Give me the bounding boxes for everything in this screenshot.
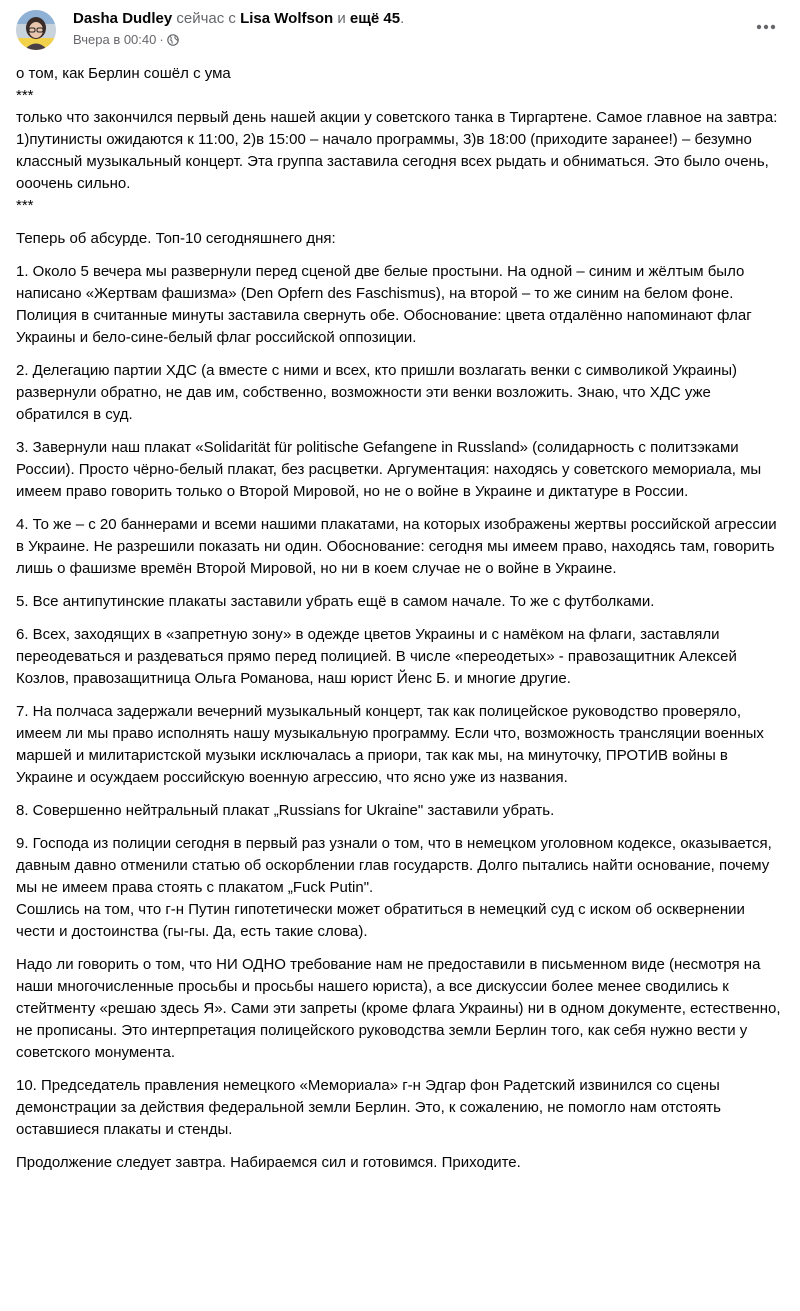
more-horizontal-icon <box>756 24 776 30</box>
post-paragraph: Сошлись на том, что г-н Путин гипотетически может обратиться в немецкий суд с иском об осквернении чести и достоинства (гы-гы. Да, есть такие слова). <box>16 901 745 940</box>
post-paragraph: 6. Всех, заходящих в «запретную зону» в одежде цветов Украины и с намёком на флаги, заставляли переодеваться и раздеваться прямо перед полицией. В числе «переодетых» - правозащитник Алексей Козлов, правозащитница Ольга Романова, наш юрист Йенс Б. и многие другие. <box>16 626 737 687</box>
meta-separator: · <box>159 32 164 47</box>
post-paragraph: 7. На полчаса задержали вечерний музыкальный концерт, так как полицейское руководство проверяло, имеем ли мы право исполнять нашу музыкальную программу. Если что, возможность трансляции военных маршей и милитаристской музыки исключалась а приори, так как мы, на минуточку, ПРОТИВ войны в Украине и осуждаем российскую военную агрессию, что ясно уже из названия. <box>16 703 764 786</box>
post-header <box>16 8 784 56</box>
and-text: и <box>337 10 346 27</box>
post-paragraph: Продолжение следует завтра. Набираемся сил и готовимся. Приходите. <box>16 1154 521 1171</box>
trailing-dot: . <box>400 10 405 27</box>
author-avatar[interactable] <box>16 10 56 50</box>
post-meta <box>73 32 179 50</box>
post-timestamp[interactable]: Вчера в 00:40 <box>73 32 157 47</box>
globe-icon <box>167 34 179 50</box>
post-paragraph: 5. Все антипутинские плакаты заставили убрать ещё в самом начале. То же с футболками. <box>16 593 655 610</box>
author-name[interactable]: Dasha Dudley <box>73 10 173 27</box>
post-paragraph: 9. Господа из полиции сегодня в первый раз узнали о том, что в немецком уголовном кодексе, оказывается, давным давно отменили статью об оскорблении глав государств. Долго пытались найти основание, почему мы не имеем права стоять с плакатом „Fuck Putin". <box>16 835 772 896</box>
tagged-person[interactable]: Lisa Wolfson <box>240 10 334 27</box>
with-prefix: сейчас с <box>176 10 236 27</box>
post-paragraph: *** <box>16 197 34 214</box>
more-options-button[interactable] <box>748 12 784 42</box>
tagged-others-link[interactable]: ещё 45 <box>349 10 401 27</box>
post-body <box>16 63 786 1174</box>
post-paragraph: 2. Делегацию партии ХДС (а вместе с ними и всех, кто пришли возлагать венки с символикой Украины) развернули обратно, не дав им, собственно, возможности эти венки возложить. Знаю, что ХДС уже обратился в суд. <box>16 362 738 423</box>
post-paragraph: 1. Около 5 вечера мы развернули перед сценой две белые простыни. На одной – синим и жёлтым было написано «Жертвам фашизма» (Den Opfern des Faschismus), на второй – то же синим на белом фоне. Полиция в считанные минуты заставила свернуть обе. Обоснование: цвета отдалённо напоминают флаг Украины и бело-сине-белый флаг российской оппозиции. <box>16 263 752 346</box>
post-paragraph: только что закончился первый день нашей акции у советского танка в Тиргартене. Самое главное на завтра: 1)путинисты ожидаются к 11:00, 2)в 15:00 – начало программы, 3)в 18:00 (приходите заранее!) – безумно классный музыкальный концерт. Эта группа заставила сегодня всех рыдать и обниматься. Это было очень, ооочень сильно. <box>16 109 778 192</box>
post-paragraph: 3. Завернули наш плакат «Solidarität für politische Gefangene in Russland» (солидарность с политзэками России). Просто чёрно-белый плакат, без расцветки. Аргументация: находясь у советского мемориала, мы имеем право говорить только о Второй Мировой, но не о войне в Украине и диктатуре в России. <box>16 439 762 500</box>
post-paragraph: 10. Председатель правления немецкого «Мемориала» г-н Эдгар фон Радетский извинился со сцены демонстрации за действия федеральной земли Берлин. Это, к сожалению, не помогло нам отстоять оставшиеся плакаты и стенды. <box>16 1077 721 1138</box>
post-paragraph: 4. То же – с 20 баннерами и всеми нашими плакатами, на которых изображены жертвы российской агрессии в Украине. Не разрешили показать ни один. Обоснование: сегодня мы имеем право, находясь там, говорить лишь о фашизме времён Второй Мировой, но ни в коем случае не о войне в Украине. <box>16 516 777 577</box>
post-paragraph: *** <box>16 87 34 104</box>
avatar-image <box>16 10 56 50</box>
post-paragraph: 8. Совершенно нейтральный плакат „Russians for Ukraine" заставили убрать. <box>16 802 555 819</box>
post-paragraph: Надо ли говорить о том, что НИ ОДНО требование нам не предоставили в письменном виде (несмотря на наши многочисленные просьбы и просьбы нашего юриста), а все дискуссии более менее сводились к стейтменту «решаю здесь Я». Сами эти запреты (кроме флага Украины) ни в одном документе, естественно, не прописаны. Это интерпретация полицейского руководства земли Берлин того, как себя нужно вести у советского монумента. <box>16 956 781 1061</box>
post-paragraph: о том, как Берлин сошёл с ума <box>16 65 231 82</box>
author-line <box>73 9 404 28</box>
post-paragraph: Теперь об абсурде. Топ-10 сегодняшнего дня: <box>16 230 336 247</box>
